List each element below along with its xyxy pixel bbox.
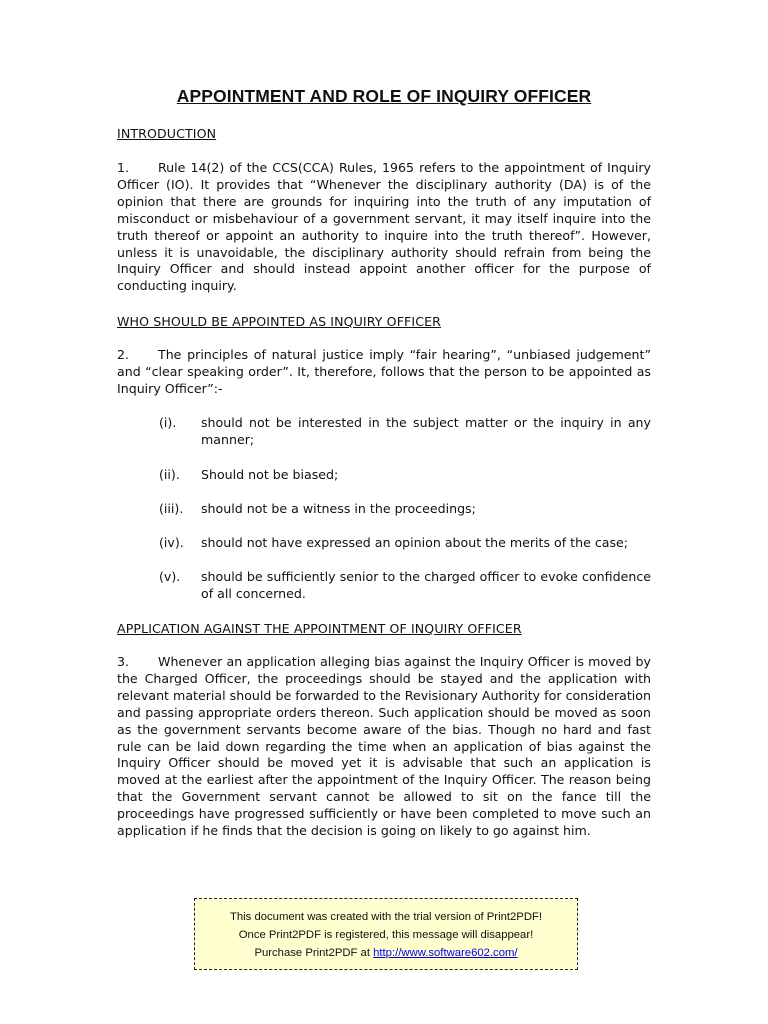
list-item-number: (ii).: [159, 467, 180, 482]
paragraph-number: 2.: [117, 347, 130, 362]
page-title: APPOINTMENT AND ROLE OF INQUIRY OFFICER: [176, 86, 592, 106]
notice-line-2: Once Print2PDF is registered, this message will disappear!: [238, 929, 534, 941]
paragraph-number: 3.: [117, 654, 130, 669]
paragraph-text: Rule 14(2) of the CCS(CCA) Rules, 1965 refers to the appointment of Inquiry Officer (IO). It provides that “Whenever the disciplinary authority (DA) is of the opinion that there are grounds for inquiring into the truth of any imputation of misconduct or misbehaviour of a government servant, it may itself inquire into the truth thereof or appoint an authority to inquire into the truth thereof”. However, unless it is unavoidable, the disciplinary authority should refrain from being the Inquiry Officer and should instead appoint another officer for the purpose of conducting inquiry.: [117, 160, 651, 294]
list-item: [159, 467, 651, 484]
list-item-text: should not have expressed an opinion about the merits of the case;: [201, 535, 629, 550]
paragraph-1: [117, 160, 651, 295]
list-item-text: should be sufficiently senior to the charged officer to evoke confidence of all concerned.: [201, 569, 651, 601]
section-heading-introduction: INTRODUCTION: [117, 126, 217, 141]
section-heading-who-appointed: WHO SHOULD BE APPOINTED AS INQUIRY OFFICER: [117, 314, 441, 329]
notice-purchase-text: Purchase Print2PDF at: [254, 947, 374, 959]
section-heading-application: APPLICATION AGAINST THE APPOINTMENT OF INQUIRY OFFICER: [117, 621, 522, 636]
list-item-number: (i).: [159, 415, 177, 430]
paragraph-number: 1.: [117, 160, 130, 175]
paragraph-2: [117, 347, 651, 398]
list-item: [159, 501, 651, 518]
list-item: [159, 535, 651, 552]
list-item-text: Should not be biased;: [201, 467, 339, 482]
software602-link[interactable]: http://www.software602.com/: [373, 947, 518, 959]
list-item: [159, 415, 651, 449]
list-item-number: (iii).: [159, 501, 184, 516]
list-item-text: should not be interested in the subject matter or the inquiry in any manner;: [201, 415, 651, 447]
paragraph-text: Whenever an application alleging bias against the Inquiry Officer is moved by the Charged Officer, the proceedings should be stayed and the application with relevant material should be forwarded to the Revisionary Authority for consideration and passing appropriate orders thereon. Such application should be moved as soon as the government servants become aware of the bias. Though no hard and fast rule can be laid down regarding the time when an application of bias against the Inquiry Officer should be moved yet it is advisable that such an application is moved at the earliest after the appointment of the Inquiry Officer. The reason being that the Government servant cannot be allowed to sit on the fance till the proceedings have progressed sufficiently or have been completed to move such an application if he finds that the decision is going on likely to go against him.: [117, 654, 651, 839]
list-item-text: should not be a witness in the proceedings;: [201, 501, 476, 516]
list-item: [159, 569, 651, 603]
paragraph-text: The principles of natural justice imply “fair hearing”, “unbiased judgement” and “clear speaking order”. It, therefore, follows that the person to be appointed as Inquiry Officer”:-: [117, 347, 651, 396]
list-item-number: (iv).: [159, 535, 184, 550]
notice-line-3: [195, 944, 577, 962]
paragraph-3: [117, 654, 651, 840]
notice-line-1: This document was created with the trial version of Print2PDF!: [229, 911, 543, 923]
list-item-number: (v).: [159, 569, 181, 584]
trial-notice-box: [194, 898, 578, 970]
